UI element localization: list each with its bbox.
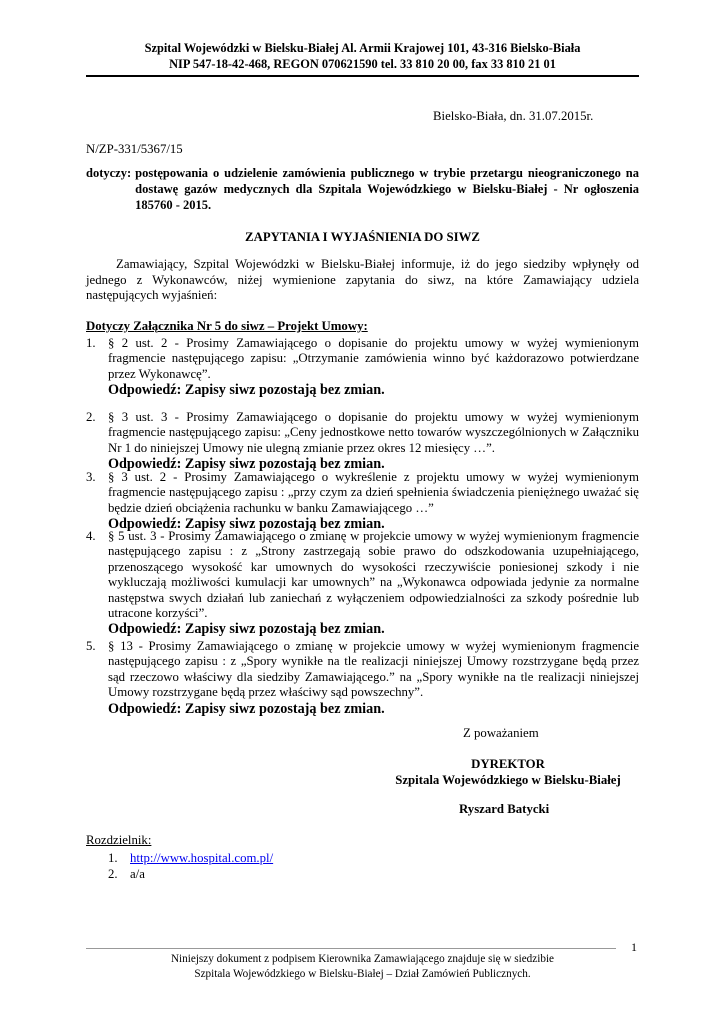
header-divider xyxy=(86,75,639,77)
distribution-heading: Rozdzielnik: xyxy=(86,833,152,847)
item-answer: Odpowiedź: Zapisy siwz pozostają bez zmian. xyxy=(108,382,385,399)
item-answer: Odpowiedź: Zapisy siwz pozostają bez zmian. xyxy=(108,456,385,473)
letterhead-registration: NIP 547-18-42-468, REGON 070621590 tel. 33 810 20 00, fax 33 810 21 01 xyxy=(169,57,556,71)
director-title: DYREKTOR xyxy=(471,757,545,771)
footer-line-1: Niniejszy dokument z podpisem Kierownika Zamawiającego znajduje się w siedzibie xyxy=(170,953,555,965)
list-item xyxy=(86,470,639,533)
director-institution: Szpitala Wojewódzkiego w Bielsku-Białej xyxy=(395,773,621,787)
footer-note xyxy=(86,952,639,982)
item-number: 4. xyxy=(86,529,96,543)
footer-divider xyxy=(86,948,616,949)
closing-salutation: Z poważaniem xyxy=(463,726,539,740)
reference-number: N/ZP-331/5367/15 xyxy=(86,142,183,156)
distribution-item xyxy=(108,850,273,866)
list-item xyxy=(86,529,639,639)
place-date: Bielsko-Biała, dn. 31.07.2015r. xyxy=(433,109,594,123)
distribution-number: 2. xyxy=(108,867,118,881)
list-item xyxy=(86,410,639,473)
letterhead xyxy=(86,40,639,72)
item-question: § 3 ust. 3 - Prosimy Zamawiającego o dopisanie do projektu umowy w wyżej wymienionym fragmencie następującego zapisu: „Ceny jednostkowe netto towarów wyszczególnionych w Załączniku Nr 1 do niniejszej Umowy nie ulegną zmianie przez okres 12 miesięcy …”. xyxy=(108,410,639,455)
footer-line-2: Szpitala Wojewódzkiego w Bielsku-Białej – Dział Zamówień Publicznych. xyxy=(194,968,531,980)
item-question: § 3 ust. 2 - Prosimy Zamawiającego o wykreślenie z projektu umowy w wyżej wymienionym fragmencie następującego zapisu : „przy czym za dzień spełnienia świadczenia pieniężnego uważać się będzie dzień obciążenia rachunku w banku Zamawiającego …” xyxy=(108,470,639,515)
subject-text: postępowania o udzielenie zamówienia publicznego w trybie przetargu nieograniczonego na dostawę gazów medycznych dla Szpitala Wojewódzkiego w Bielsku-Białej - Nr ogłoszenia 185760 - 2015. xyxy=(135,166,639,212)
item-answer: Odpowiedź: Zapisy siwz pozostają bez zmian. xyxy=(108,621,385,638)
letterhead-address: Szpital Wojewódzki w Bielsku-Białej Al. Armii Krajowej 101, 43-316 Bielsko-Biała xyxy=(144,41,581,55)
list-item xyxy=(86,639,639,718)
questions-list xyxy=(86,336,639,718)
item-answer: Odpowiedź: Zapisy siwz pozostają bez zmian. xyxy=(108,516,385,533)
document-title: ZAPYTANIA I WYJAŚNIENIA DO SIWZ xyxy=(245,230,480,244)
signer-name: Ryszard Batycki xyxy=(459,802,550,816)
page-number: 1 xyxy=(631,940,637,954)
distribution-number: 1. xyxy=(108,851,118,865)
distribution-item xyxy=(108,866,273,882)
item-question: § 5 ust. 3 - Prosimy Zamawiającego o zmianę w projekcie umowy w wyżej wymienionym fragmencie następującego zapisu : z „Strony zastrzegają sobie prawo do odszkodowania uzupełniającego, przenoszącego wysokość kar umownych do wysokości rzeczywiście poniesionej szkody i nie wykluczają możliwości kumulacji kar umownych” na „Wykonawca odpowiada jedynie za normalne następstwa swych działań lub zaniechań z wyłączeniem odpowiedzialności za szkody pośrednie lub utracone korzyści”. xyxy=(108,529,639,621)
subject-block xyxy=(86,165,639,213)
item-number: 2. xyxy=(86,410,96,424)
distribution-list xyxy=(108,850,273,882)
distribution-text: a/a xyxy=(130,867,145,881)
subject-label: dotyczy: xyxy=(86,166,132,180)
item-answer: Odpowiedź: Zapisy siwz pozostają bez zmian. xyxy=(108,700,385,717)
hospital-website-link[interactable]: http://www.hospital.com.pl/ xyxy=(130,851,274,865)
item-question: § 2 ust. 2 - Prosimy Zamawiającego o dopisanie do projektu umowy w wyżej wymienionym fragmencie następującego zapisu: „Otrzymanie zamówienia winno być każdorazowo potwierdzane przez Wykonawcę”. xyxy=(108,336,639,381)
item-number: 1. xyxy=(86,336,96,350)
item-number: 3. xyxy=(86,470,96,484)
signature-block xyxy=(387,756,629,788)
intro-paragraph: Zamawiający, Szpital Wojewódzki w Bielsku-Białej informuje, iż do jego siedziby wpłynęły od jednego z Wykonawców, niżej wymienione zapytania do siwz, na które Zamawiający udziela następujących wyjaśnień: xyxy=(86,257,639,302)
section-heading: Dotyczy Załącznika Nr 5 do siwz – Projekt Umowy: xyxy=(86,319,368,333)
item-question: § 13 - Prosimy Zamawiającego o zmianę w projekcie umowy w wyżej wymienionym fragmencie następującego zapisu : z „Spory wynikłe na tle realizacji niniejszej Umowy rozstrzygane będą przez sąd rzeczowo właściwy dla siedziby Zamawiającego.” na „Spory wynikłe na tle realizacji niniejszej Umowy rozstrzygane będą przez właściwy sąd powszechny”. xyxy=(108,639,639,700)
item-number: 5. xyxy=(86,639,96,653)
list-item xyxy=(86,336,639,410)
